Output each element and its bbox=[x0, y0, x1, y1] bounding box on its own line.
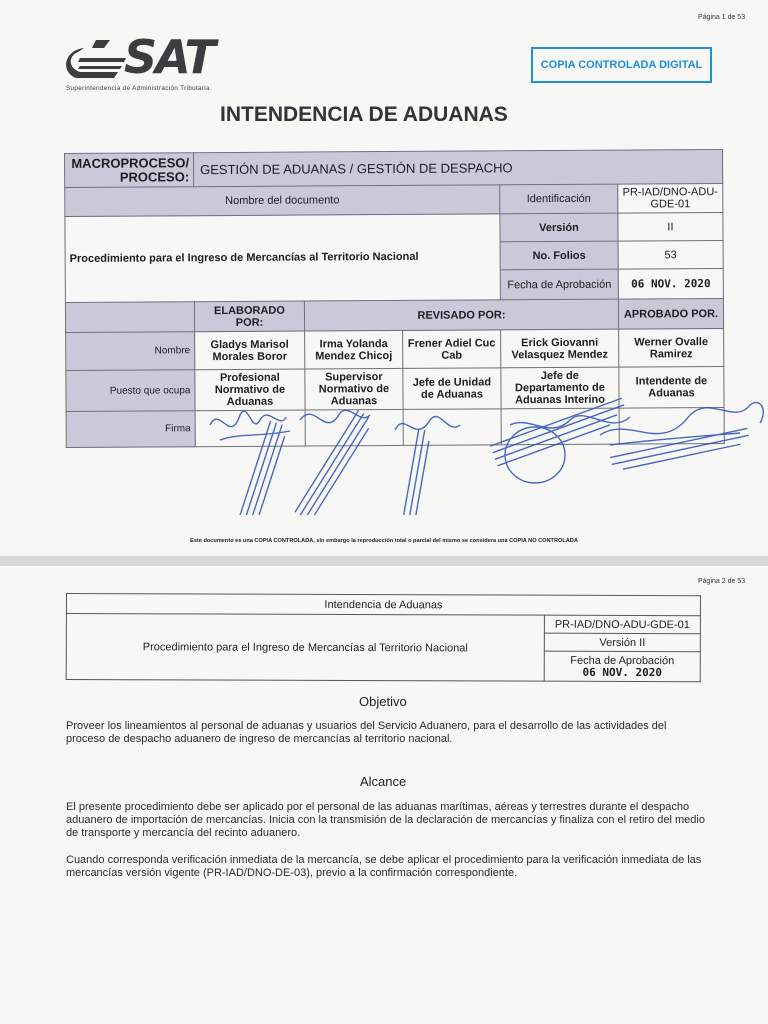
folios-label: No. Folios bbox=[500, 241, 618, 270]
header-fecha-value: 06 NOV. 2020 bbox=[582, 665, 663, 679]
logo-subtitle: Superintendencia de Administración Tributaria bbox=[66, 85, 210, 92]
alcance-paragraph-1: El presente procedimiento debe ser aplicado por el personal de las aduanas marítimas, aéreas y terrestres durante el despacho aduanero de importación de mercancías. Inicia con la transmisión de la declaración de mercancías y finaliza con el retiro del medio de transporte y mercancía del recinto aduanero. bbox=[66, 801, 705, 839]
puesto-label: Puesto que ocupa bbox=[66, 370, 195, 412]
controlled-copy-footer: Este documento es una COPIA CONTROLADA, sin embargo la reproducción total o parcial del mismo se considera una COPIA NO CONTROLADA bbox=[190, 538, 578, 544]
person-position: Intendente de Aduanas bbox=[619, 366, 724, 408]
page-number: Página 1 de 53 bbox=[698, 14, 746, 21]
identificacion-value: PR-IAD/DNO-ADU-GDE-01 bbox=[618, 183, 723, 213]
header-fecha-label: Fecha de Aprobación bbox=[570, 654, 675, 667]
version-value: II bbox=[618, 212, 723, 241]
person-name: Erick Giovanni Velasquez Mendez bbox=[501, 329, 619, 368]
page-number: Página 2 de 53 bbox=[698, 578, 746, 585]
aprobado-por-label: APROBADO POR. bbox=[618, 298, 723, 329]
documento-nombre: Procedimiento para el Ingreso de Mercancías al Territorio Nacional bbox=[65, 214, 501, 303]
macroproceso-value: GESTIÓN DE ADUANAS / GESTIÓN DE DESPACHO bbox=[194, 149, 723, 186]
controlled-copy-stamp: COPIA CONTROLADA DIGITAL bbox=[531, 47, 712, 83]
header-version: Versión II bbox=[544, 633, 700, 652]
identificacion-label: Identificación bbox=[500, 184, 618, 214]
firma-cell bbox=[403, 409, 501, 446]
objetivo-heading: Objetivo bbox=[359, 694, 407, 709]
logo-wordmark: SAT bbox=[124, 30, 214, 84]
header-org: Intendencia de Aduanas bbox=[66, 594, 700, 616]
person-name: Frener Adiel Cuc Cab bbox=[403, 330, 501, 369]
person-position: Jefe de Unidad de Aduanas bbox=[403, 368, 501, 410]
nombre-documento-label: Nombre del documento bbox=[65, 185, 500, 217]
alcance-heading: Alcance bbox=[360, 774, 407, 789]
firma-label: Firma bbox=[66, 411, 195, 448]
document-header-table bbox=[66, 593, 701, 682]
firma-cell bbox=[195, 410, 305, 447]
alcance-paragraph-2: Cuando corresponda verificación inmediata de la mercancía, se debe aplicar el procedimiento para la verificación inmediata de las mercancías versión vigente (PR-IAD/DNO-DE-03), previo a la confirmación correspondiente. bbox=[66, 854, 702, 879]
header-doc-name: Procedimiento para el Ingreso de Mercancías al Territorio Nacional bbox=[66, 614, 544, 682]
firma-cell bbox=[619, 407, 724, 444]
person-position: Jefe de Departamento de Aduanas Interino bbox=[501, 367, 619, 409]
sat-logo-icon bbox=[66, 38, 130, 82]
person-name: Werner Ovalle Ramirez bbox=[619, 328, 724, 367]
macroproceso-label: MACROPROCESO/ PROCESO: bbox=[65, 153, 194, 188]
fecha-aprobacion-label: Fecha de Aprobación bbox=[500, 269, 618, 300]
elaborado-por-label: ELABORADO POR: bbox=[194, 301, 304, 332]
revisado-por-label: REVISADO POR: bbox=[304, 299, 618, 331]
objetivo-text: Proveer los lineamientos al personal de aduanas y usuarios del Servicio Aduanero, para el desarrollo de las actividades del proceso de despacho aduanero de ingreso de mercancías al territorio nacional. bbox=[66, 720, 667, 745]
sat-logo bbox=[66, 30, 256, 96]
version-label: Versión bbox=[500, 213, 618, 242]
firma-cell bbox=[501, 408, 619, 445]
person-position: Supervisor Normativo de Aduanas bbox=[305, 368, 403, 410]
person-name: Gladys Marisol Morales Boror bbox=[195, 331, 305, 370]
fecha-aprobacion-value: 06 NOV. 2020 bbox=[618, 268, 723, 299]
page-separator bbox=[0, 556, 768, 566]
nombre-label: Nombre bbox=[66, 332, 195, 371]
page-title: INTENDENCIA DE ADUANAS bbox=[220, 103, 508, 126]
folios-value: 53 bbox=[618, 240, 723, 269]
header-doc-id: PR-IAD/DNO-ADU-GDE-01 bbox=[544, 615, 700, 634]
document-control-table bbox=[64, 149, 725, 448]
person-position: Profesional Normativo de Aduanas bbox=[195, 369, 305, 411]
person-name: Irma Yolanda Mendez Chicoj bbox=[305, 330, 403, 369]
firma-cell bbox=[305, 409, 403, 446]
